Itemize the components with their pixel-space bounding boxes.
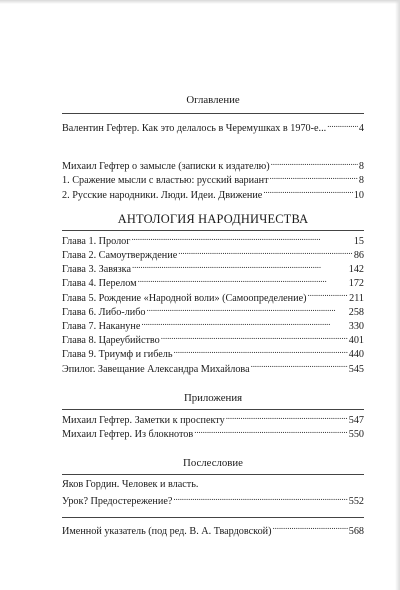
toc-entry-page: 15 [353,235,364,247]
toc-entry-page: 142 [348,264,364,276]
toc-entry-chapter-6[interactable] [62,305,364,319]
toc-entry-chapter-5[interactable] [62,291,364,305]
toc-entry-page: 4 [358,123,364,134]
toc-entry-title: Глава 7. Накануне [62,321,141,333]
anthology-title: АНТОЛОГИЯ НАРОДНИЧЕСТВА [117,211,309,226]
toc-entry-title: Глава 6. Либо-либо [62,306,146,318]
table-of-contents [62,94,364,538]
toc-entry-title: Михаил Гефтер. Из блокнотов [62,429,194,441]
toc-entry-intro[interactable] [62,121,364,135]
leader-dots [273,524,348,534]
toc-entry-page: 8 [358,175,364,187]
afterword-title-rule [62,474,364,475]
leader-dots [178,248,353,258]
toc-entry-page: 10 [353,189,364,201]
toc-entry-page: 545 [348,363,364,375]
toc-entry-title: Эпилог. Завещание Александра Михайлова [62,363,250,375]
toc-entry-chapter-2[interactable] [62,248,364,262]
toc-title: Оглавление [186,94,240,106]
toc-entry-chapter-7[interactable] [62,319,364,333]
leader-dots [147,305,348,315]
toc-entry-page: 547 [348,414,364,426]
toc-entry-title: Глава 8. Цареубийство [62,335,160,347]
toc-entry-title: 1. Сражение мысли с властью: русский вариант [62,175,269,187]
toc-entry-title: 2. Русские народники. Люди. Идеи. Движение [62,189,263,201]
toc-entry-page: 258 [348,306,364,318]
toc-entry-index[interactable] [62,524,364,538]
toc-entry-chapter-3[interactable] [62,262,364,276]
page-edge-shadow-top [0,0,400,4]
toc-entry-title: Глава 5. Рождение «Народной воли» (Самоопределение) [62,292,307,304]
toc-entry-page: 401 [348,335,364,347]
toc-entry-page: 568 [348,525,364,537]
toc-entry-appendix-1[interactable] [62,427,364,441]
leader-dots [251,362,348,372]
leader-dots [132,262,348,272]
toc-entry-title: Глава 2. Самоутверждение [62,250,178,262]
leader-dots [327,121,358,131]
toc-entry-afterword-line2[interactable] [62,494,364,508]
toc-entry-title: Глава 1. Пролог [62,235,131,247]
leader-dots [194,427,348,437]
toc-entry-appendix-0[interactable] [62,413,364,427]
spacer [62,135,364,159]
toc-entry-page: 552 [348,496,364,508]
toc-entry-page: 330 [348,321,364,333]
toc-entry-title: Глава 9. Триумф и гибель [62,349,173,361]
leader-dots [173,494,347,504]
index-top-rule [62,517,364,518]
toc-entry-page: 211 [349,292,364,304]
toc-entry-title: Именной указатель (под ред. В. А. Твардовской) [62,525,272,537]
toc-entry-title: Глава 4. Перелом [62,278,137,290]
spacer [62,376,364,392]
spacer [62,202,364,212]
leader-dots [308,291,349,301]
toc-entry-page: 440 [348,349,364,361]
toc-entry-title: Валентин Гефтер. Как это делалось в Черемушках в 1970-е... [62,123,327,134]
toc-entry-gefter-2[interactable] [62,188,364,202]
leader-dots [226,413,348,423]
leader-dots [138,276,348,286]
leader-dots [131,234,352,244]
toc-entry-page: 172 [348,278,364,290]
afterword-title: Послесловие [183,457,243,470]
appendix-title: Приложения [183,391,243,404]
toc-entry-title: Урок? Предостережение? [62,496,173,508]
toc-entry-title: Михаил Гефтер. Заметки к проспекту [62,414,225,426]
toc-entry-chapter-9[interactable] [62,347,364,361]
toc-entry-epilogue[interactable] [62,362,364,376]
toc-entry-page: 86 [353,250,364,262]
leader-dots [263,188,353,198]
toc-entry-chapter-4[interactable] [62,276,364,290]
toc-entry-page: 550 [348,429,364,441]
toc-entry-title: Михаил Гефтер о замысле (записки к издателю) [62,161,270,173]
spacer [62,441,364,457]
leader-dots [174,347,348,357]
toc-entry-page: 8 [358,161,364,173]
toc-title-rule [62,113,364,114]
page-edge-shadow-right [395,0,400,590]
spacer [62,509,364,513]
appendix-title-rule [62,409,364,410]
toc-entry-title: Глава 3. Завязка [62,264,131,276]
leader-dots [271,159,358,169]
toc-entry-chapter-8[interactable] [62,333,364,347]
toc-entry-afterword-line1[interactable]: Яков Гордин. Человек и власть. [62,479,199,491]
leader-dots [270,173,358,183]
leader-dots [141,319,347,329]
toc-entry-chapter-1[interactable] [62,234,364,248]
toc-entry-gefter-0[interactable] [62,159,364,173]
toc-entry-gefter-1[interactable] [62,173,364,187]
anthology-title-rule [62,230,364,231]
leader-dots [161,333,348,343]
